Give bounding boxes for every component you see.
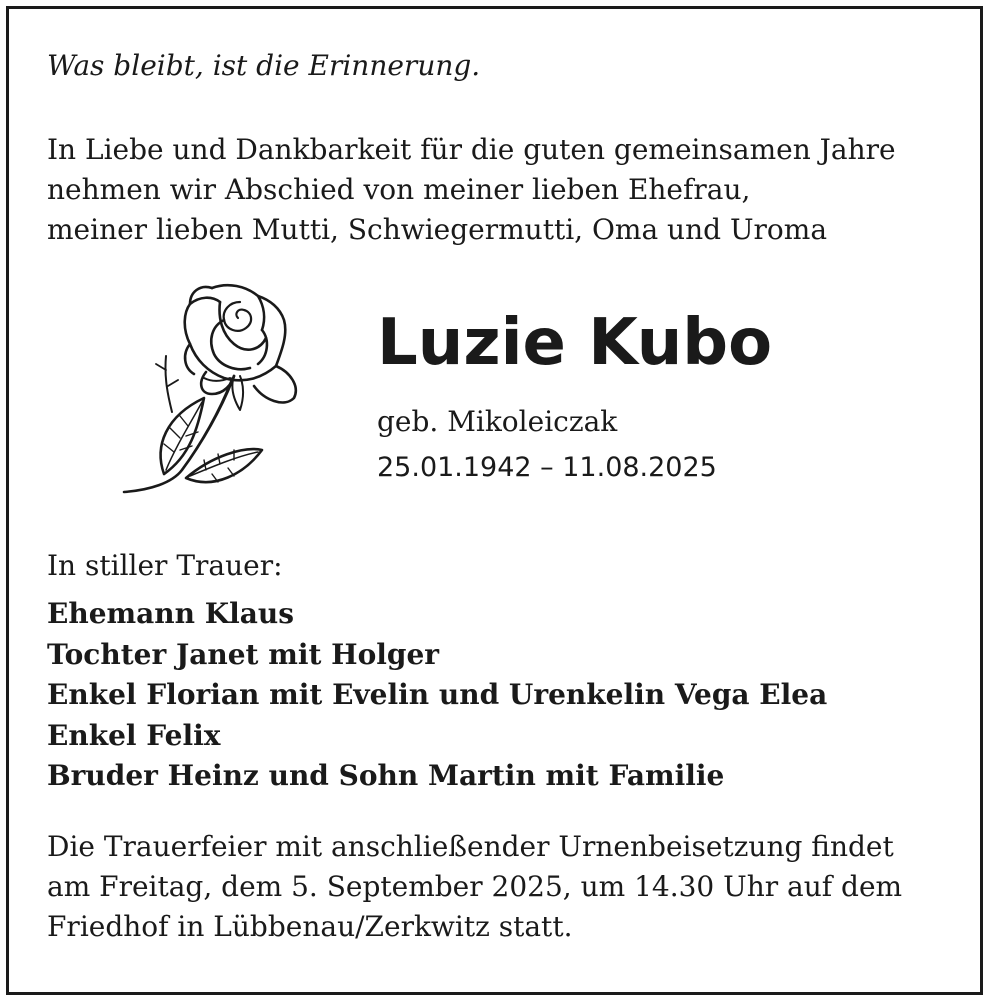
- intro-line: nehmen wir Abschied von meiner lieben Ehefrau,: [47, 173, 751, 206]
- deceased-name: Luzie Kubo: [377, 306, 773, 380]
- ceremony-line: Die Trauerfeier mit anschließender Urnenbeisetzung findet: [47, 830, 894, 863]
- mourner-item: Bruder Heinz und Sohn Martin mit Familie: [47, 759, 725, 792]
- intro-line: meiner lieben Mutti, Schwiegermutti, Oma und Uroma: [47, 213, 828, 246]
- intro-line: In Liebe und Dankbarkeit für die guten gemeinsamen Jahre: [47, 133, 896, 166]
- mourner-item: Ehemann Klaus: [47, 597, 294, 630]
- ceremony-line: Friedhof in Lübbenau/Zerkwitz statt.: [47, 910, 573, 943]
- motto: Was bleibt, ist die Erinnerung.: [47, 49, 481, 82]
- life-dates: 25.01.1942 – 11.08.2025: [377, 452, 717, 483]
- maiden-name: geb. Mikoleiczak: [377, 405, 618, 438]
- rose-icon: [94, 278, 314, 500]
- ceremony-text: [47, 827, 902, 947]
- mourning-label: In stiller Trauer:: [47, 549, 283, 582]
- mourner-item: Enkel Felix: [47, 718, 221, 752]
- mourner-item: Enkel Florian mit Evelin und Urenkelin Vega Elea: [47, 678, 828, 711]
- ceremony-line: am Freitag, dem 5. September 2025, um 14.30 Uhr auf dem: [47, 870, 903, 903]
- intro-text: [47, 130, 896, 250]
- mourner-item: Tochter Janet mit Holger: [47, 637, 440, 671]
- mourners-list: [47, 594, 827, 797]
